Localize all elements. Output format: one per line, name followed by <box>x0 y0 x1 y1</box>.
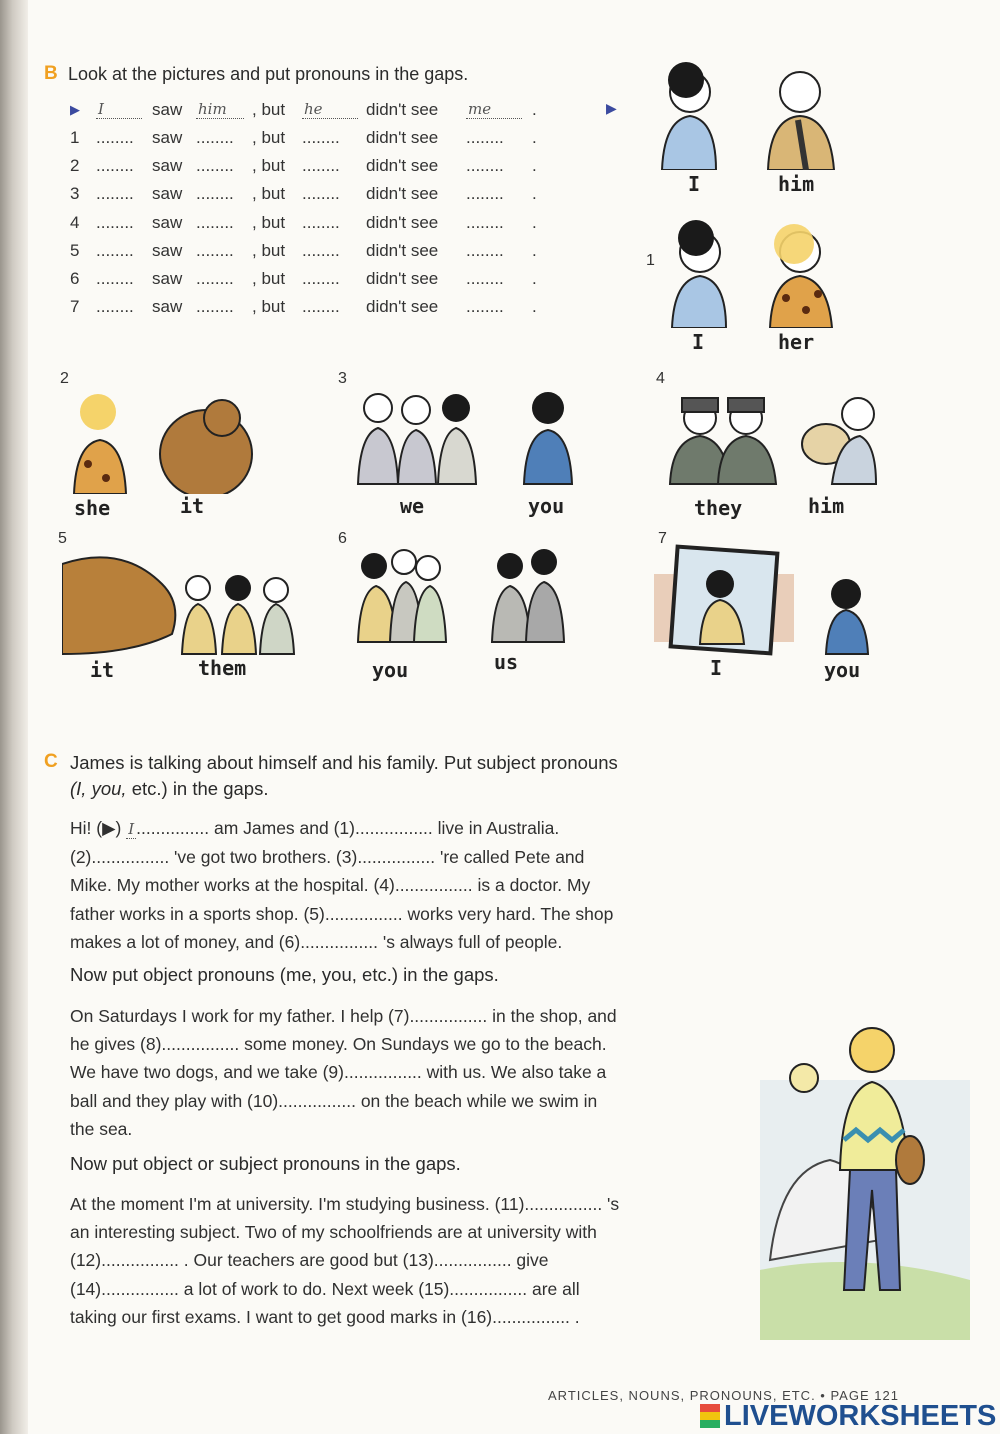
blank-2[interactable]: ........ <box>196 212 234 232</box>
panel-6 <box>338 530 598 690</box>
row-end: . <box>532 156 537 176</box>
p1-start: Hi! (▶) <box>70 818 127 838</box>
row-verb: saw <box>152 128 183 147</box>
panel-number: 6 <box>338 530 347 547</box>
blank-1[interactable]: ........ <box>96 240 134 260</box>
row-verb: saw <box>152 269 183 288</box>
illustration-family-couple <box>352 542 592 652</box>
panel-5 <box>58 530 318 690</box>
panel-example <box>600 60 840 200</box>
caption-right: you <box>824 658 861 682</box>
caption-right: him <box>778 172 815 196</box>
row-number: 1 <box>70 128 80 147</box>
p1-line2: (2)................ 've got two brothers. (3)................ 're called Pete and <box>70 847 585 868</box>
example-end: . <box>532 100 537 119</box>
row-number: 3 <box>70 184 80 204</box>
p3-line3: (12)................ . Our teachers are good but (13)................ give <box>70 1250 549 1271</box>
caption-right: them <box>198 656 247 680</box>
illustration-james <box>760 1020 970 1340</box>
example-marker: ▶ <box>70 102 80 117</box>
blank-2[interactable]: ........ <box>196 297 234 317</box>
blank-1[interactable]: ........ <box>96 184 134 204</box>
row-verb: saw <box>152 240 183 260</box>
blank-4[interactable]: ........ <box>466 297 504 317</box>
heading-object-pronouns: Now put object pronouns (me, you, etc.) in the gaps. <box>70 964 499 985</box>
section-c-letter: C <box>44 751 58 772</box>
blank-4[interactable]: ........ <box>466 128 504 147</box>
caption-left: you <box>372 658 409 682</box>
p3-line4: (14)................ a lot of work to do. Next week (15)................ are all <box>70 1278 580 1299</box>
row-verb2: didn't see <box>366 240 439 260</box>
caption-left: I <box>692 330 705 354</box>
caption-right: it <box>180 494 205 518</box>
heading-object-subject: Now put object or subject pronouns in the gaps. <box>70 1153 461 1174</box>
example-verb: saw <box>152 100 183 119</box>
section-b-instruction: Look at the pictures and put pronouns in the gaps. <box>68 64 469 84</box>
example-answer-2: him <box>196 100 244 119</box>
row-verb2: didn't see <box>366 128 439 147</box>
blank-3[interactable]: ........ <box>302 128 340 147</box>
row-end: . <box>532 240 537 260</box>
row-end: . <box>532 212 537 232</box>
logo-text: LIVEWORKSHEETS <box>724 1400 997 1432</box>
blank-1[interactable]: ........ <box>96 156 134 176</box>
row-verb2: didn't see <box>366 184 439 204</box>
blank-3[interactable]: ........ <box>302 297 340 317</box>
panel-number: 2 <box>60 370 69 387</box>
row-but: , but <box>252 128 286 147</box>
blank-1[interactable]: ........ <box>96 212 134 232</box>
p3-line1: At the moment I'm at university. I'm studying business. (11)................ 's <box>70 1194 620 1214</box>
caption-right: you <box>528 494 565 518</box>
blank-1[interactable]: ........ <box>96 269 134 288</box>
title-example: (I, you, <box>70 778 127 799</box>
blank-3[interactable]: ........ <box>302 240 340 260</box>
caption-left: we <box>400 494 425 518</box>
p2-line1: On Saturdays I work for my father. I help (7)................ in the shop, and <box>70 1006 617 1026</box>
row-number: 5 <box>70 240 80 260</box>
row-number: 4 <box>70 212 80 232</box>
example-answer-4: me <box>466 100 522 119</box>
caption-right: her <box>778 330 815 354</box>
row-end: . <box>532 269 537 288</box>
blank-1[interactable]: ........ <box>96 128 134 147</box>
row-verb: saw <box>152 297 183 317</box>
row-but: , but <box>252 240 286 260</box>
p1-line1: ............... am James and (1)................ live in Australia. <box>136 818 560 838</box>
row-end: . <box>532 297 537 317</box>
paragraph-3 <box>70 1190 750 1331</box>
row-number: 2 <box>70 156 80 176</box>
panel-4 <box>656 370 906 520</box>
blank-1[interactable]: ........ <box>96 297 134 317</box>
section-c-title: James is talking about himself and his family. Put subject pronouns <box>70 752 618 773</box>
blank-2[interactable]: ........ <box>196 184 234 204</box>
title-rest: etc.) in the gaps. <box>126 778 269 799</box>
row-verb: saw <box>152 184 183 204</box>
panel-number: 1 <box>646 252 655 269</box>
p3-line5: taking our first exams. I want to get good marks in (16)................ . <box>70 1306 580 1327</box>
blank-3[interactable]: ........ <box>302 269 340 288</box>
row-but: , but <box>252 297 286 317</box>
row-number: 7 <box>70 297 80 317</box>
p1-line3: Mike. My mother works at the hospital. (4)................ is a doctor. My <box>70 875 591 896</box>
blank-4[interactable]: ........ <box>466 184 504 204</box>
section-b-letter: B <box>44 63 58 84</box>
row-verb: saw <box>152 156 183 176</box>
section-c-title-2 <box>70 778 268 800</box>
row-verb: saw <box>152 212 183 232</box>
row-verb2: didn't see <box>366 297 439 317</box>
row-end: . <box>532 128 537 147</box>
logo-icon <box>700 1404 720 1428</box>
row-but: , but <box>252 184 286 204</box>
row-number: 6 <box>70 269 80 288</box>
p2-line5: the sea. <box>70 1118 133 1139</box>
caption-right: us <box>494 650 519 674</box>
blank-3[interactable]: ........ <box>302 156 340 176</box>
caption-left: she <box>74 496 111 520</box>
caption-left: they <box>694 496 743 520</box>
example-answer-1: I <box>96 100 142 119</box>
caption-left: it <box>90 658 115 682</box>
illustration-cow-people <box>62 544 312 664</box>
p3-line2: an interesting subject. Two of my schoolfriends are at university with <box>70 1222 597 1243</box>
row-verb2: didn't see <box>366 269 439 288</box>
panel-number: 4 <box>656 370 665 387</box>
example-answer-3: he <box>302 100 358 119</box>
blank-2[interactable]: ........ <box>196 156 234 176</box>
blank-3[interactable]: ........ <box>302 184 340 204</box>
blank-4[interactable]: ........ <box>466 240 504 260</box>
illustration-boy-man <box>650 60 890 170</box>
example-but: , but <box>252 100 286 119</box>
liveworksheets-logo <box>700 1400 996 1433</box>
panel-number: 3 <box>338 370 347 387</box>
p2-line4: ball and they play with (10)................ on the beach while we swim in <box>70 1090 598 1111</box>
blank-2[interactable]: ........ <box>196 240 234 260</box>
panel-7 <box>646 530 906 690</box>
example-verb2: didn't see <box>366 100 439 119</box>
p1-example-answer: I <box>128 820 135 838</box>
panel-1 <box>640 218 860 358</box>
panel-3 <box>338 370 598 520</box>
row-verb2: didn't see <box>366 212 439 232</box>
panel-2 <box>60 370 300 520</box>
illustration-police-man <box>662 384 902 494</box>
blank-4[interactable]: ........ <box>466 156 504 176</box>
caption-left: I <box>688 172 701 196</box>
row-verb2: didn't see <box>366 156 439 176</box>
panel-number: 7 <box>658 530 667 547</box>
blank-4[interactable]: ........ <box>466 269 504 288</box>
blank-3[interactable]: ........ <box>302 212 340 232</box>
row-but: , but <box>252 156 286 176</box>
illustration-boy-girl <box>660 218 860 328</box>
book-spine-shadow <box>0 0 28 1434</box>
blank-2[interactable]: ........ <box>196 269 234 288</box>
panel-marker: ▶ <box>606 100 617 116</box>
illustration-window-person <box>650 544 900 664</box>
row-but: , but <box>252 212 286 232</box>
p1-line4: father works in a sports shop. (5)................ works very hard. The shop <box>70 903 614 924</box>
caption-left: I <box>710 656 723 680</box>
p1-line5: makes a lot of money, and (6)................ 's always full of people. <box>70 931 563 952</box>
illustration-girl-gorilla <box>66 384 286 494</box>
caption-right: him <box>808 494 845 518</box>
row-end: . <box>532 184 537 204</box>
blank-2[interactable]: ........ <box>196 128 234 147</box>
panel-number: 5 <box>58 530 67 547</box>
p2-line2: he gives (8)................ some money. On Sundays we go to the beach. <box>70 1034 607 1055</box>
row-but: , but <box>252 269 286 288</box>
paragraph-2 <box>70 1002 740 1143</box>
paragraph-1 <box>70 814 740 956</box>
illustration-group-person <box>348 384 598 494</box>
p2-line3: We have two dogs, and we take (9)................ with us. We also take a <box>70 1062 607 1083</box>
blank-4[interactable]: ........ <box>466 212 504 232</box>
page-footer: ARTICLES, NOUNS, PRONOUNS, ETC. • PAGE 121 <box>548 1388 899 1403</box>
